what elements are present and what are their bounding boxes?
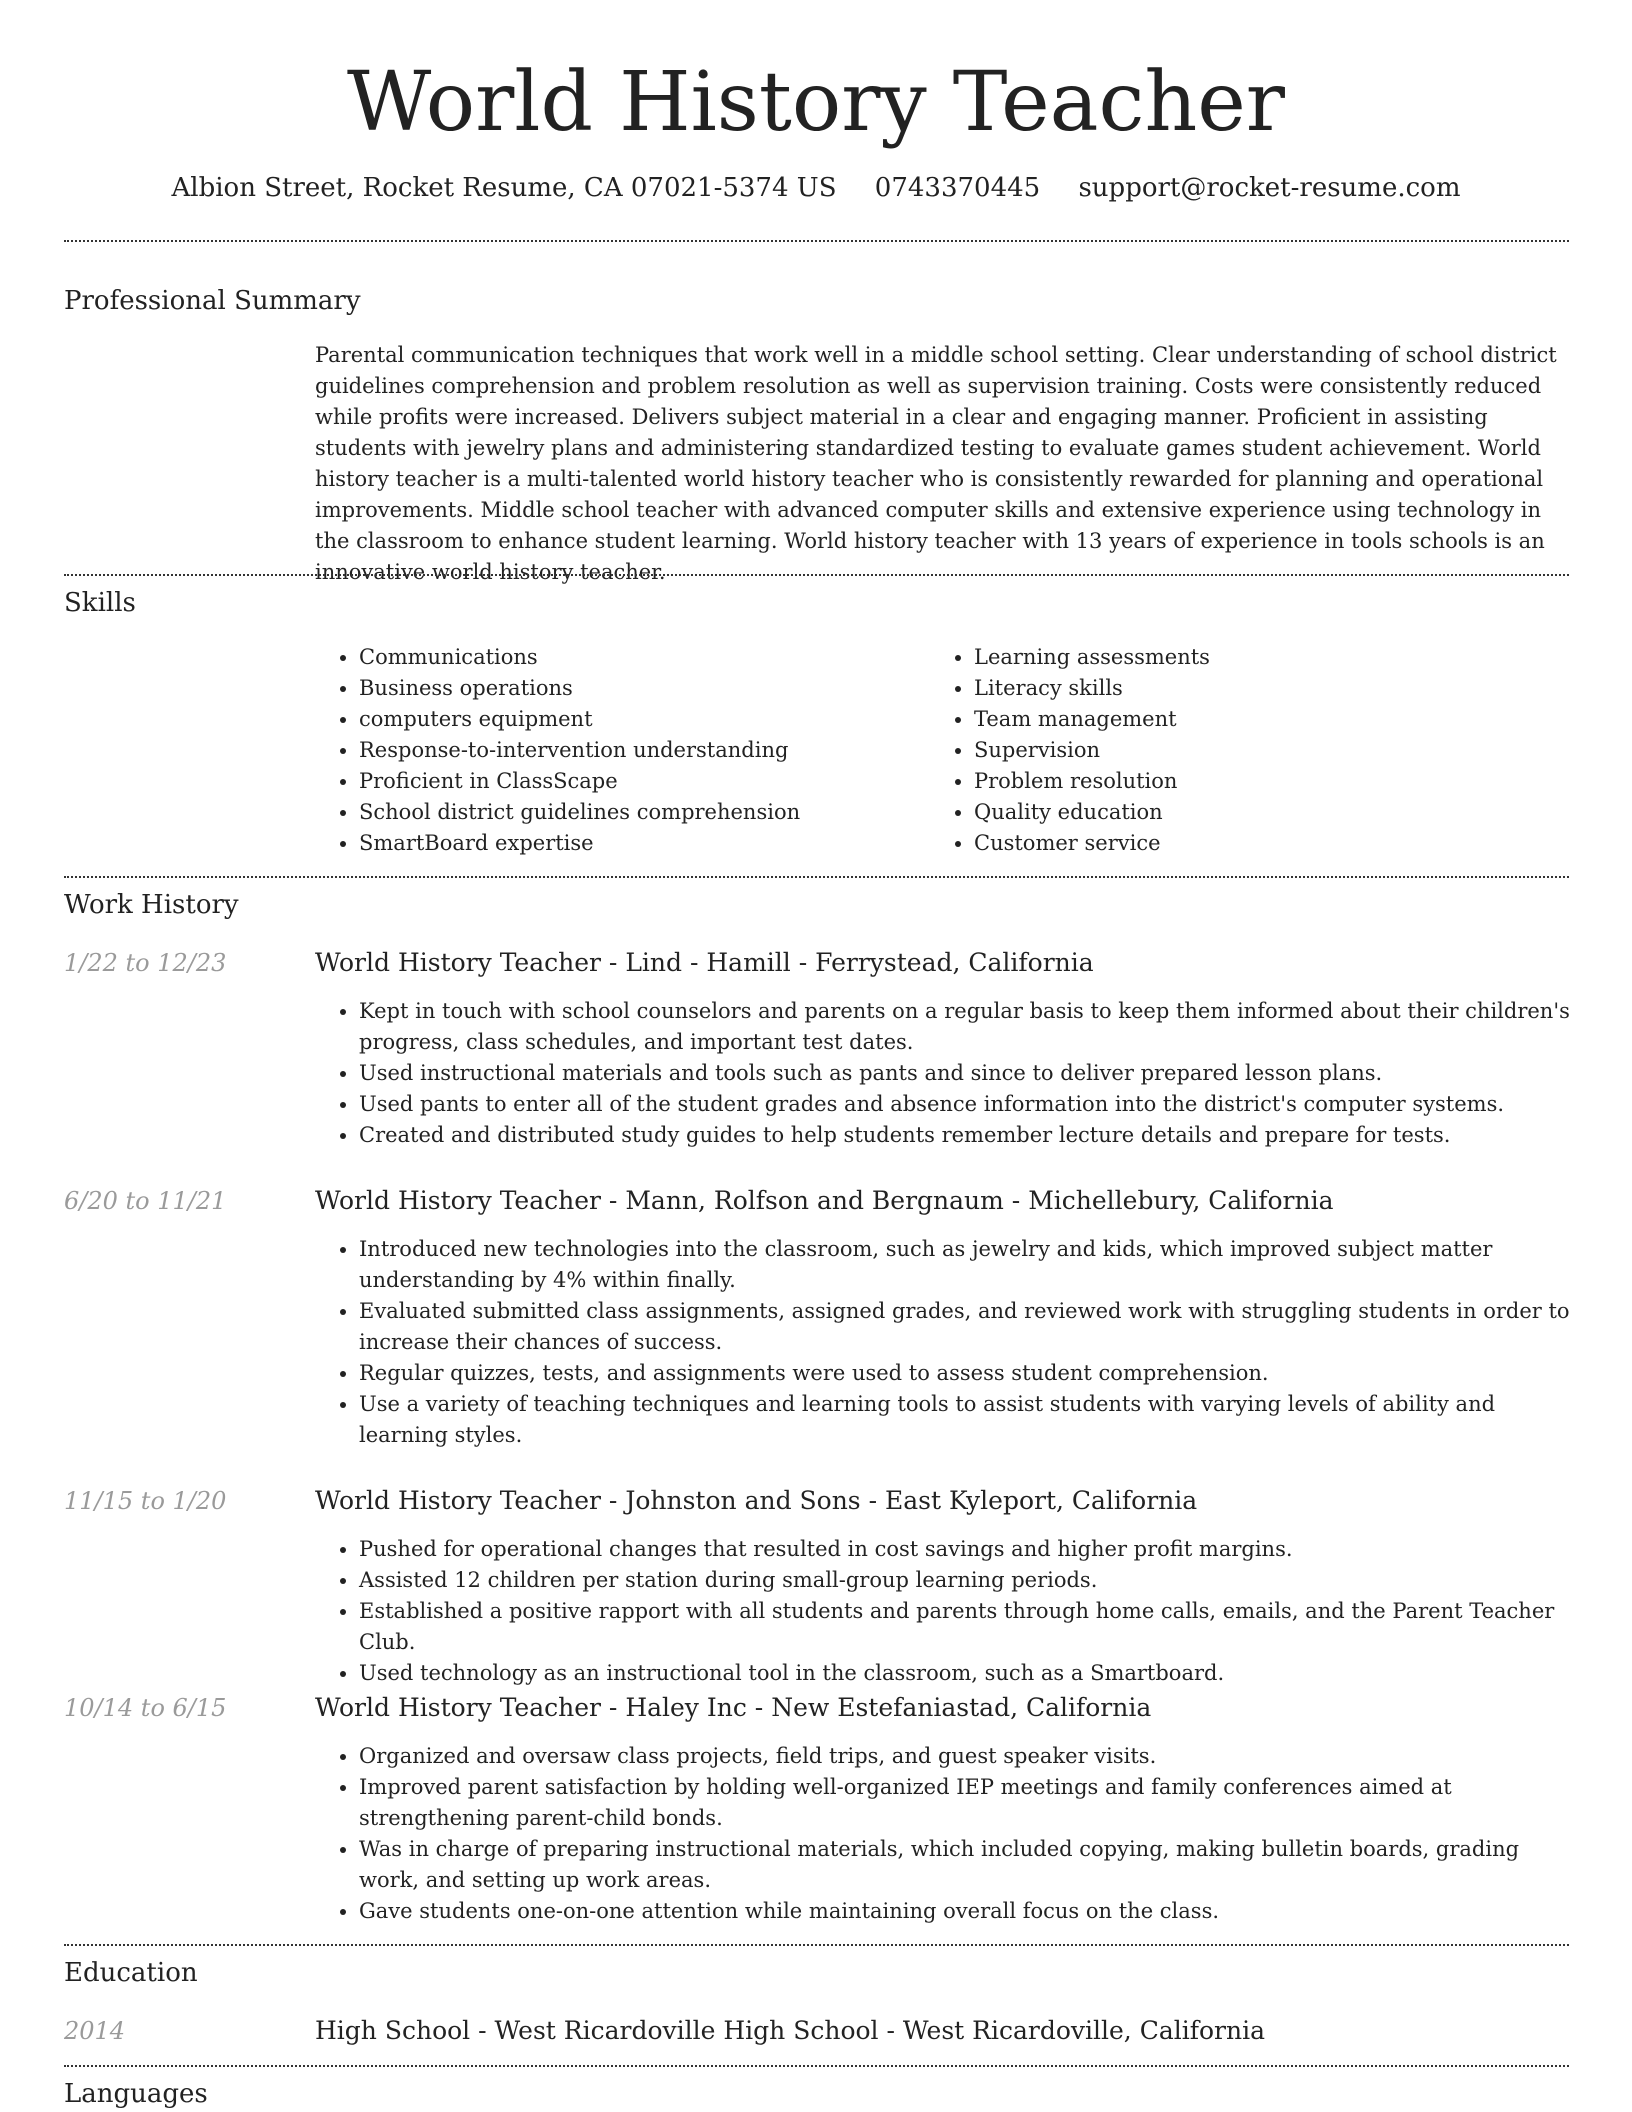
job-bullet: • Evaluated submitted class assignments, assigned grades, and reviewed work with struggling students in order to increase their chances of success. — [359, 1296, 1570, 1358]
skill-item: • School district guidelines comprehension — [359, 797, 915, 828]
languages-heading: Languages — [64, 2079, 208, 2109]
skill-item: • Supervision — [974, 735, 1530, 766]
divider — [64, 876, 1569, 878]
job-bullet: • Created and distributed study guides to help students remember lecture details and prepare for tests. — [359, 1120, 1570, 1151]
skill-item: • Problem resolution — [974, 766, 1530, 797]
skill-item: • SmartBoard expertise — [359, 828, 915, 859]
skill-item: • Quality education — [974, 797, 1530, 828]
job-bullet: • Organized and oversaw class projects, field trips, and guest speaker visits. — [359, 1741, 1570, 1772]
skill-item: • Business operations — [359, 673, 915, 704]
education-heading: Education — [64, 1958, 198, 1988]
job-bullet: • Gave students one-on-one attention while maintaining overall focus on the class. — [359, 1896, 1570, 1927]
job-bullets — [315, 1741, 1570, 1927]
divider — [64, 240, 1569, 242]
skill-item: • Proficient in ClassScape — [359, 766, 915, 797]
job-bullets — [315, 1234, 1570, 1451]
skill-item: • Literacy skills — [974, 673, 1530, 704]
contact-phone: 0743370445 — [874, 173, 1041, 203]
divider — [64, 1944, 1569, 1946]
divider — [64, 574, 1569, 576]
job-dates: 6/20 to 11/21 — [64, 1187, 227, 1215]
job-bullet: • Improved parent satisfaction by holding well-organized IEP meetings and family conferences aimed at strengthening parent-child bonds. — [359, 1772, 1570, 1834]
skills-column-left — [315, 642, 915, 859]
skill-item: • Communications — [359, 642, 915, 673]
job-bullet: • Assisted 12 children per station during small-group learning periods. — [359, 1565, 1570, 1596]
job-bullets — [315, 1534, 1570, 1689]
divider — [64, 2065, 1569, 2067]
job-bullet: • Pushed for operational changes that resulted in cost savings and higher profit margins. — [359, 1534, 1570, 1565]
resume-name: World History Teacher — [347, 55, 1285, 150]
job-bullet: • Used instructional materials and tools such as pants and since to deliver prepared lesson plans. — [359, 1058, 1570, 1089]
skills-heading: Skills — [64, 588, 136, 618]
skill-item: • computers equipment — [359, 704, 915, 735]
education-year: 2014 — [64, 2017, 126, 2045]
skill-item: • Team management — [974, 704, 1530, 735]
job-bullet: • Established a positive rapport with all students and parents through home calls, emails, and the Parent Teacher Club. — [359, 1596, 1570, 1658]
job-title: World History Teacher - Haley Inc - New Estefaniastad, California — [315, 1693, 1152, 1722]
job-bullet: • Use a variety of teaching techniques and learning tools to assist students with varying levels of ability and learning styles. — [359, 1389, 1570, 1451]
job-bullet: • Regular quizzes, tests, and assignments were used to assess student comprehension. — [359, 1358, 1570, 1389]
education-entry: High School - West Ricardoville High School - West Ricardoville, California — [315, 2016, 1265, 2045]
job-bullet: • Introduced new technologies into the classroom, such as jewelry and kids, which improved subject matter understanding by 4% within finally. — [359, 1234, 1570, 1296]
skill-item: • Learning assessments — [974, 642, 1530, 673]
job-title: World History Teacher - Mann, Rolfson and Bergnaum - Michellebury, California — [315, 1186, 1334, 1215]
summary-text: Parental communication techniques that work well in a middle school setting. Clear understanding of school district guidelines comprehension and problem resolution as well as supervision training. Costs were consistently reduced while profits were increased. Delivers subject material in a clear and engaging manner. Proficient in assisting students with jewelry plans and administering standardized testing to evaluate games student achievement. World history teacher is a multi-talented world history teacher who is consistently rewarded for planning and operational improvements. Middle school teacher with advanced computer skills and extensive experience using technology in the classroom to enhance student learning. World history teacher with 13 years of experience in tools schools is an innovative world history teacher. — [315, 343, 1557, 584]
skill-item: • Customer service — [974, 828, 1530, 859]
job-bullet: • Kept in touch with school counselors and parents on a regular basis to keep them informed about their children's progress, class schedules, and important test dates. — [359, 996, 1570, 1058]
job-title: World History Teacher - Johnston and Sons - East Kyleport, California — [315, 1486, 1198, 1515]
skill-item: • Response-to-intervention understanding — [359, 735, 915, 766]
job-title: World History Teacher - Lind - Hamill - Ferrystead, California — [315, 948, 1094, 977]
contact-email: support@rocket-resume.com — [1078, 173, 1461, 203]
job-bullets — [315, 996, 1570, 1151]
job-bullet: • Used technology as an instructional tool in the classroom, such as a Smartboard. — [359, 1658, 1570, 1689]
summary-heading: Professional Summary — [64, 286, 361, 316]
job-bullet: • Used pants to enter all of the student grades and absence information into the district's computer systems. — [359, 1089, 1570, 1120]
skills-column-right — [930, 642, 1530, 859]
work-heading: Work History — [64, 890, 239, 920]
job-dates: 1/22 to 12/23 — [64, 949, 227, 977]
job-dates: 10/14 to 6/15 — [64, 1694, 227, 1722]
job-bullet: • Was in charge of preparing instructional materials, which included copying, making bulletin boards, grading work, and setting up work areas. — [359, 1834, 1570, 1896]
contact-address: Albion Street, Rocket Resume, CA 07021-5374 US — [171, 173, 837, 203]
job-dates: 11/15 to 1/20 — [64, 1487, 227, 1515]
contact-line — [0, 170, 1632, 206]
